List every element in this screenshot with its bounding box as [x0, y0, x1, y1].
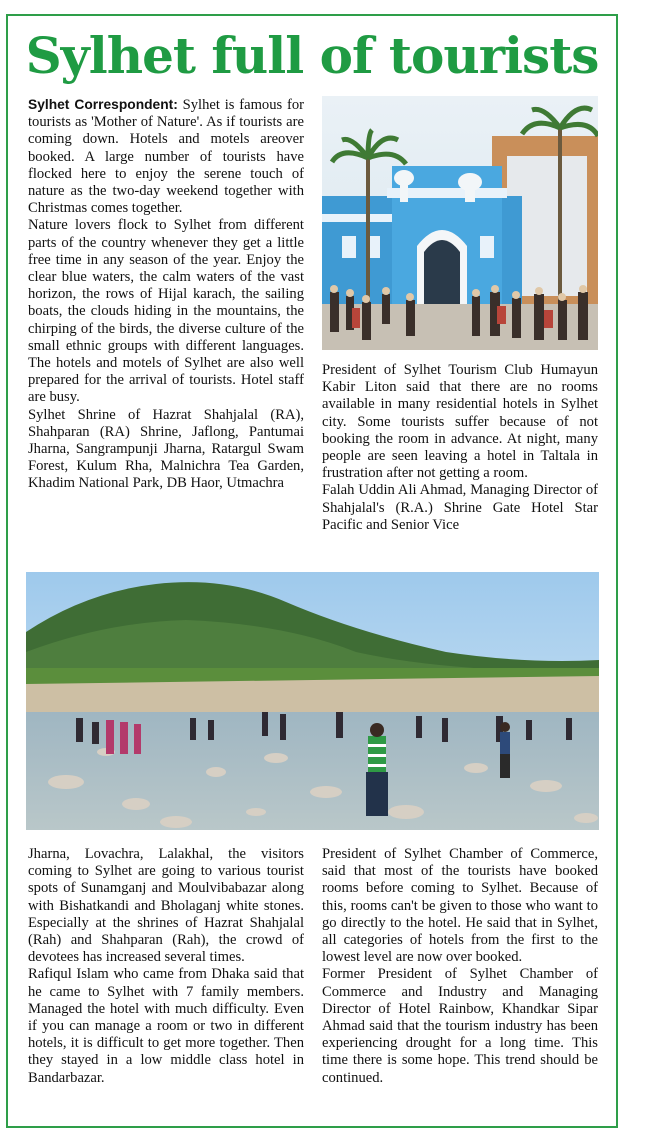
paragraph — [28, 96, 304, 217]
paragraph: Falah Uddin Ali Ahmad, Managing Director of Shahjalal's (R.A.) Shrine Gate Hotel Star Pacific and Senior Vice — [322, 482, 598, 533]
river-tourists-photo — [26, 572, 599, 830]
headline: Sylhet full of tourists — [25, 26, 599, 85]
lead-text: Sylhet is famous for tourists as 'Mother of Nature'. As if tourists are coming down. Hotels and motels areover booked. A large number of tourists have flocked here to enjoy the serene touch of nature as the two-day weekend together with Christmas comes together. — [28, 97, 304, 217]
paragraph: Rafiqul Islam who came from Dhaka said that he came to Sylhet with 7 family members. Managed the hotel with much difficulty. Even if you can manage a room or two in different hotels, it is difficult to get more together. Then they stayed in a low middle class hotel in Bandarbazar. — [28, 966, 304, 1086]
article-column-3 — [28, 846, 304, 1116]
paragraph: President of Sylhet Tourism Club Humayun Kabir Liton said that there are no rooms available in many residential hotels in Sylhet city. Some tourists suffer because of not booking the room in advance. At night, many people are seen leaving a hotel in Taltala in frustration after not getting a room. — [322, 362, 598, 482]
paragraph: Jharna, Lovachra, Lalakhal, the visitors coming to Sylhet are going to various tourist spots of Sunamganj and Moulvibabazar along with Bishatkandi and Bholaganj white stones. Especially at the shrines of Hazrat Shahjalal (Rah) and Shahparan (Rah), the crowd of devotees has increased several times. — [28, 846, 304, 966]
paragraph: President of Sylhet Chamber of Commerce, said that most of the tourists have booked rooms before coming to Sylhet. Because of this, rooms can't be given to those who want to go directly to the hotel. He said that in Sylhet, all categories of hotels from the first to the lowest level are now over booked. — [322, 846, 598, 966]
article-column-4 — [322, 846, 598, 1116]
byline: Sylhet Correspondent: — [28, 97, 178, 112]
shrine-gate-photo — [322, 96, 598, 350]
paragraph: Nature lovers flock to Sylhet from different parts of the country whenever they get a little free time in any season of the year. Enjoy the clear blue waters, the calm waters of the vast horizon, the rows of Hijal karach, the sailing boats, the clouds hiding in the mountains, the chirping of the birds, the diverse culture of the small ethnic groups with different languages. The hotels and motels of Sylhet are also well prepared for the arrival of tourists. Hotel staff are busy. — [28, 217, 304, 406]
article-column-1 — [28, 96, 304, 556]
paragraph: Sylhet Shrine of Hazrat Shahjalal (RA), Shahparan (RA) Shrine, Jaflong, Pantumai Jharna, Sangrampunji Jharna, Ratargul Swam Forest, Kulum Rha, Malnichra Tea Garden, Khadim National Park, DB Haor, Utmachra — [28, 406, 304, 492]
article-column-2 — [322, 362, 598, 558]
paragraph: Former President of Sylhet Chamber of Commerce and Industry and Managing Director of Hotel Rainbow, Khandkar Sipar Ahmad said that the tourism industry has been experiencing drought for a long time. This time there is some hope. This trend should be continued. — [322, 966, 598, 1086]
